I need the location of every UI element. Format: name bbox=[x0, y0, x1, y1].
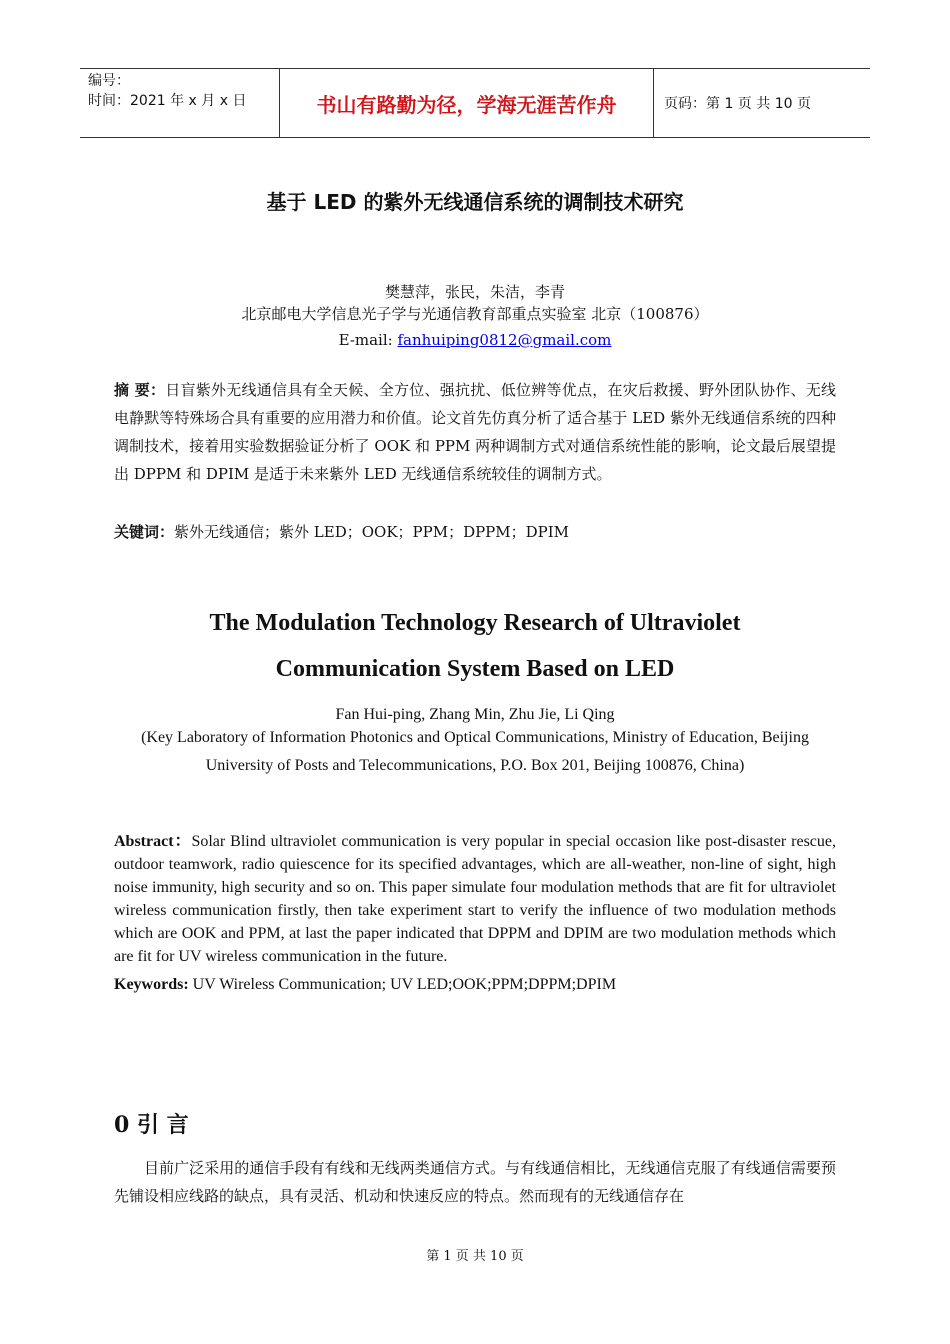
affiliation-en: (Key Laboratory of Information Photonics and Optical Communications, Ministry of Education, Beijing University of Posts and Telecommunications, P.O. Box 201, Beijing 100876, China) bbox=[141, 729, 809, 774]
paper-title-cn: 基于 LED 的紫外无线通信系统的调制技术研究 bbox=[266, 190, 684, 214]
abstract-cn bbox=[114, 376, 836, 488]
keywords-en-text: UV Wireless Communication; UV LED;OOK;PPM;DPPM;DPIM bbox=[188, 976, 617, 993]
abstract-en-label: Abstract： bbox=[114, 833, 192, 850]
document-header bbox=[80, 68, 870, 138]
keywords-en-label: Keywords: bbox=[114, 976, 189, 993]
keywords-cn-text: 紫外无线通信；紫外 LED；OOK；PPM；DPPM；DPIM bbox=[174, 523, 570, 541]
authors-cn: 樊慧萍，张民，朱洁，李青 bbox=[384, 283, 565, 301]
section-body-intro: 目前广泛采用的通信手段有有线和无线两类通信方式。与有线通信相比，无线通信克服了有线通信需要预先铺设相应线路的缺点，具有灵活、机动和快速反应的特点。然而现有的无线通信存在 bbox=[114, 1159, 836, 1205]
abstract-cn-text: 日盲紫外无线通信具有全天候、全方位、强抗扰、低位辨等优点，在灾后救援、野外团队协作、无线电静默等特殊场合具有重要的应用潜力和价值。论文首先仿真分析了适合基于 LED 紫外无线通信系统的四种调制技术，接着用实验数据验证分析了 OOK 和 PPM 两种调制方式对通信系统性能的影响，论文最后展望提出 DPPM 和 DPIM 是适于未来紫外 LED 无线通信系统较佳的调制方式。 bbox=[114, 381, 836, 483]
code-label: 编号： bbox=[88, 73, 130, 89]
authors-en: Fan Hui-ping, Zhang Min, Zhu Jie, Li Qing bbox=[335, 706, 615, 723]
email-line bbox=[0, 331, 950, 349]
paper-title-en-line1: The Modulation Technology Research of Ultraviolet bbox=[209, 610, 741, 636]
abstract-en bbox=[114, 830, 836, 968]
header-motto: 书山有路勤为径，学海无涯苦作舟 bbox=[280, 69, 654, 137]
email-link[interactable]: fanhuiping0812@gmail.com bbox=[397, 331, 612, 349]
affiliation-cn: 北京邮电大学信息光子学与光通信教育部重点实验室 北京（100876） bbox=[241, 305, 709, 323]
abstract-cn-label: 摘 要： bbox=[114, 381, 166, 399]
section-heading-intro: 0 引 言 bbox=[114, 1112, 189, 1138]
keywords-cn-label: 关键词： bbox=[114, 523, 175, 541]
paper-title-en-line2: Communication System Based on LED bbox=[275, 656, 675, 682]
header-page-label: 页码：第 1 页 共 10 页 bbox=[664, 96, 811, 112]
header-meta-cell bbox=[80, 69, 280, 137]
email-label: E-mail: bbox=[338, 331, 398, 349]
page-footer: 第 1 页 共 10 页 bbox=[426, 1249, 524, 1264]
keywords-cn bbox=[114, 520, 836, 544]
keywords-en bbox=[114, 976, 836, 994]
date-label: 时间：2021 年 x 月 x 日 bbox=[88, 93, 247, 109]
abstract-en-text: Solar Blind ultraviolet communication is very popular in special occasion like post-disaster rescue, outdoor teamwork, radio quiescence for its specified advantages, which are all-weather, non-line of sight, high noise immunity, high security and so on. This paper simulate four modulation methods that are fit for ultraviolet wireless communication firstly, then take experiment start to verify the influence of two modulation methods which are OOK and PPM, at last the paper indicated that DPPM and DPIM are two modulation methods which are fit for UV wireless communication in the future. bbox=[114, 833, 836, 965]
